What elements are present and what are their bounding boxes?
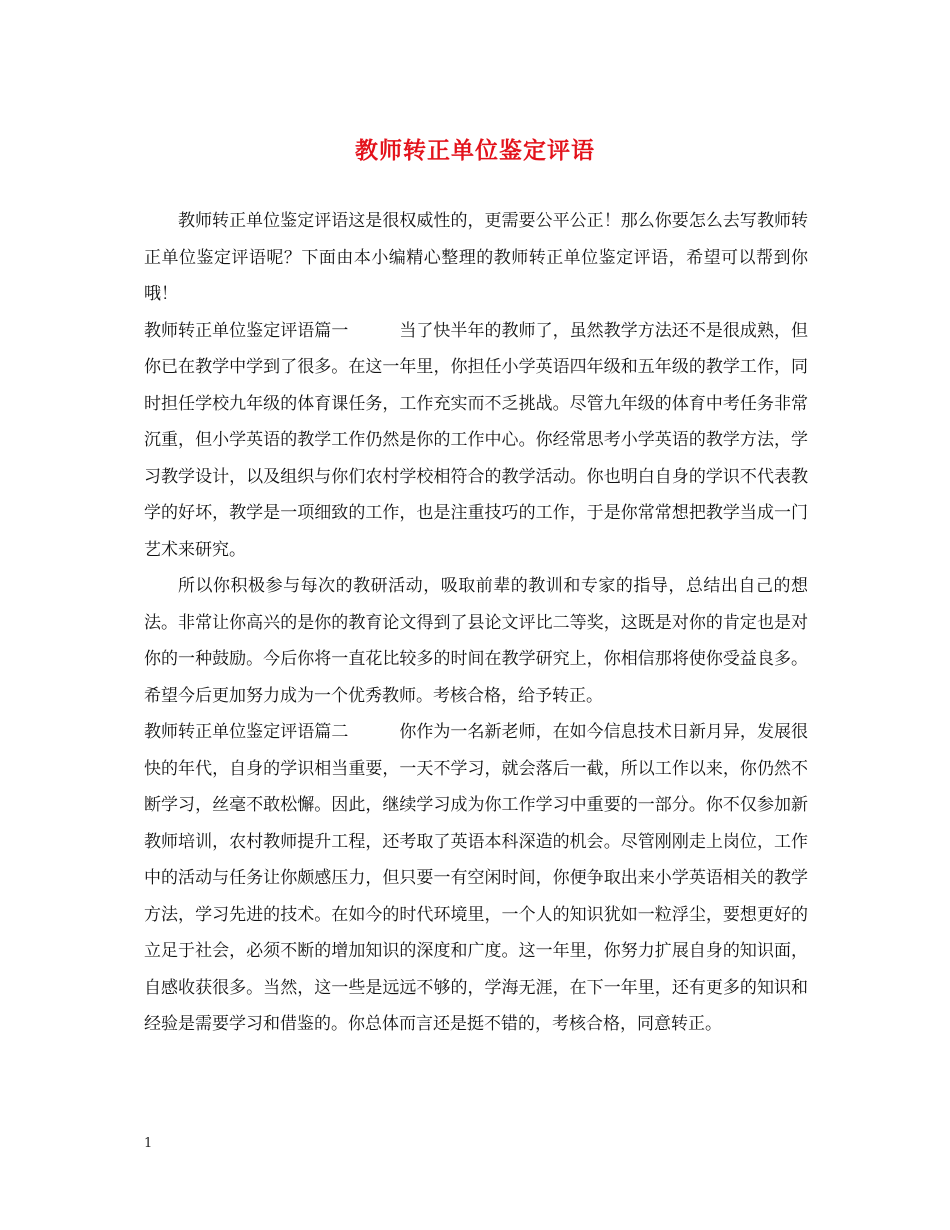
section-2-text: 你作为一名新老师，在如今信息技术日新月异，发展很快的年代，自身的学识相当重要，一天不学习，就会落后一截，所以工作以来，你仍然不断学习，丝毫不敢松懈。因此，继续学习成为你工作学习中重要的一部分。你不仅参加新教师培训，农村教师提升工程，还考取了英语本科深造的机会。尽管刚刚走上岗位，工作中的活动与任务让你颇感压力，但只要一有空闲时间，你便争取出来小学英语相关的教学方法，学习先进的技术。在如今的时代环境里，一个人的知识犹如一粒浮尘，要想更好的立足于社会，必须不断的增加知识的深度和广度。这一年里，你努力扩展自身的知识面，自感收获很多。当然，这一些是远远不够的，学海无涯，在下一年里，还有更多的知识和经验是需要学习和借鉴的。你总体而言还是挺不错的，考核合格，同意转正。 <box>144 722 808 1034</box>
section-2-paragraph-1 <box>144 714 808 1043</box>
document-body <box>144 203 808 1043</box>
page-number: 1 <box>144 1136 153 1151</box>
section-1-text: 当了快半年的教师了，虽然教学方法还不是很成熟，但你已在教学中学到了很多。在这一年里，你担任小学英语四年级和五年级的教学工作，同时担任学校九年级的体育课任务，工作充实而不乏挑战。尽管九年级的体育中考任务非常沉重，但小学英语的教学工作仍然是你的工作中心。你经常思考小学英语的教学方法，学习教学设计，以及组织与你们农村学校相符合的教学活动。你也明白自身的学识不代表教学的好坏，教学是一项细致的工作，也是注重技巧的工作，于是你常常想把教学当成一门艺术来研究。 <box>144 320 808 560</box>
intro-paragraph: 教师转正单位鉴定评语这是很权威性的，更需要公平公正！那么你要怎么去写教师转正单位鉴定评语呢？下面由本小编精心整理的教师转正单位鉴定评语，希望可以帮到你哦！ <box>144 211 808 304</box>
section-1-heading: 教师转正单位鉴定评语篇一 <box>144 320 349 341</box>
document-title: 教师转正单位鉴定评语 <box>355 137 595 164</box>
section-1-paragraph-1 <box>144 313 808 569</box>
section-2-heading: 教师转正单位鉴定评语篇二 <box>144 722 349 742</box>
section-1-paragraph-2: 所以你积极参与每次的教研活动，吸取前辈的教训和专家的指导，总结出自己的想法。非常让你高兴的是你的教育论文得到了县论文评比二等奖，这既是对你的肯定也是对你的一种鼓励。今后你将一直花比较多的时间在教学研究上，你相信那将使你受益良多。希望今后更加努力成为一个优秀教师。考核合格，给予转正。 <box>144 576 808 706</box>
